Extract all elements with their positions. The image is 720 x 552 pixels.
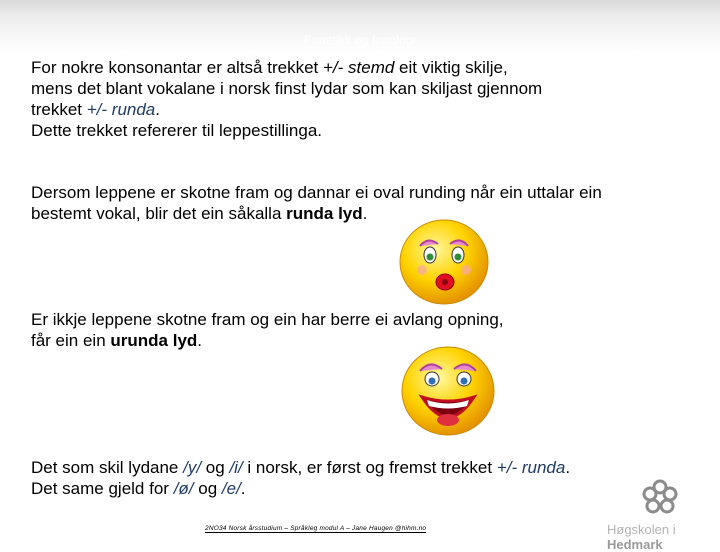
text-span: eit viktig skilje, bbox=[394, 58, 508, 77]
text-span: bestemt vokal, blir det ein såkalla bbox=[31, 204, 287, 223]
text-span: får ein ein bbox=[31, 331, 111, 350]
unrounded-line-1: Er ikkje leppene skotne fram og ein har berre ei avlang opning, bbox=[31, 310, 504, 329]
intro-line-2: mens det blant vokalane i norsk finst lydar som kan skiljast gjennom bbox=[31, 79, 543, 98]
comparison-line-1 bbox=[31, 457, 570, 478]
phoneme-oe: /ø/ bbox=[173, 479, 194, 498]
intro-line-3 bbox=[31, 99, 542, 120]
text-span: . bbox=[155, 100, 160, 119]
term-runda-lyd: runda lyd bbox=[286, 204, 363, 223]
brand-name bbox=[607, 522, 720, 552]
text-span: Det same gjeld for bbox=[31, 479, 174, 498]
phoneme-e: /e/ bbox=[221, 479, 241, 498]
text-span: . bbox=[240, 479, 246, 498]
paragraph-intro bbox=[31, 57, 542, 141]
text-span: Det som skil lydane bbox=[31, 458, 184, 477]
rounded-line-2 bbox=[31, 203, 602, 224]
phoneme-y: /y/ bbox=[183, 458, 202, 477]
text-span: . bbox=[197, 331, 203, 350]
laughing-smiley-icon bbox=[400, 345, 496, 437]
comparison-line-2 bbox=[31, 478, 570, 499]
text-span: . bbox=[362, 204, 368, 223]
kissing-smiley-icon bbox=[398, 218, 490, 306]
slide-title: Fonetikk og fonologi bbox=[304, 33, 416, 47]
emphasis-stemd: +/- stemd bbox=[322, 58, 395, 77]
brand-part-2: Hedmark bbox=[607, 537, 663, 552]
text-span: For nokre konsonantar er altså trekket bbox=[31, 58, 323, 77]
emphasis-runda: +/- runda bbox=[86, 100, 156, 119]
text-span: trekket bbox=[31, 100, 87, 119]
brand-part-1: Høgskolen i bbox=[607, 522, 676, 537]
intro-line-4: Dette trekket refererer til leppestillinga. bbox=[31, 121, 323, 140]
paragraph-rounded bbox=[31, 182, 602, 224]
phoneme-i: /i/ bbox=[229, 458, 243, 477]
hihm-knot-logo-icon bbox=[640, 478, 680, 518]
text-span: i norsk, er først og fremst trekket bbox=[242, 458, 497, 477]
footer-credit: 2NO34 Norsk årsstudium – Språkleg modul A – Jane Haugen @hihm.no bbox=[205, 525, 427, 532]
emphasis-runda: +/- runda bbox=[496, 458, 566, 477]
text-span: . bbox=[565, 458, 571, 477]
paragraph-comparison bbox=[31, 457, 570, 499]
text-span: og bbox=[201, 458, 230, 477]
intro-line-1 bbox=[31, 57, 542, 78]
rounded-line-1: Dersom leppene er skotne fram og dannar ei oval runding når ein uttalar ein bbox=[31, 183, 602, 202]
text-span: og bbox=[193, 479, 222, 498]
term-urunda-lyd: urunda lyd bbox=[110, 331, 198, 350]
